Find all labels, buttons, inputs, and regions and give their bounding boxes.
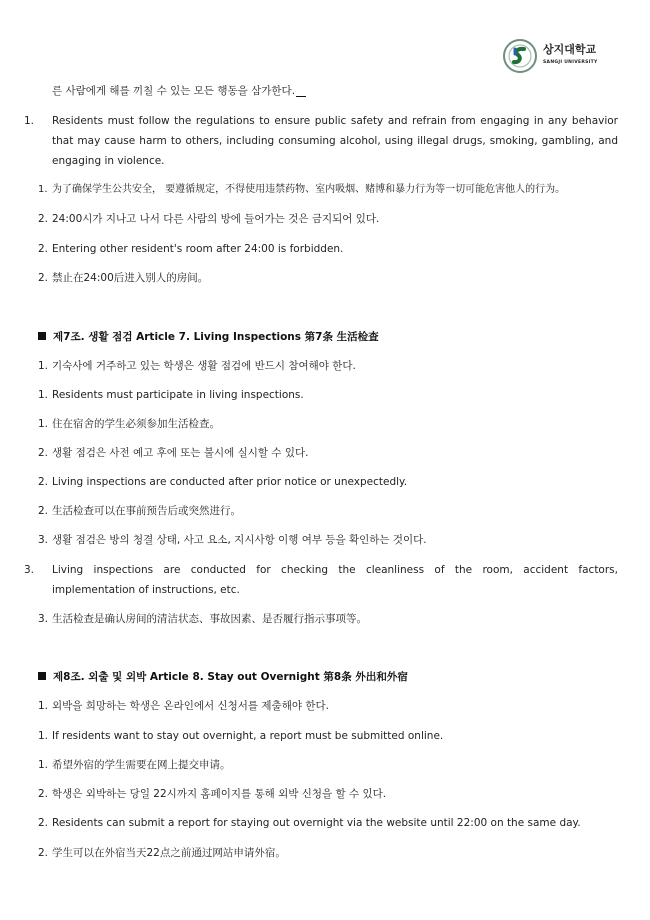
list-item: 2. 禁止在24:00后进入别人的房间。 xyxy=(38,272,209,284)
list-item: 1. 기숙사에 거주하고 있는 학생은 생활 점검에 반드시 참여해야 한다. xyxy=(38,360,356,372)
square-bullet-icon xyxy=(38,332,46,340)
university-seal-icon xyxy=(503,39,537,73)
list-item: 2. 学生可以在外宿当天22点之前通过网站申请外宿。 xyxy=(38,847,286,859)
list-item: 1. Residents must participate in living inspections. xyxy=(38,389,304,401)
list-item: 2. 24:00시가 지나고 나서 다른 사람의 방에 들어가는 것은 금지되어 있다. xyxy=(38,213,380,225)
list-item: 2. Entering other resident's room after 24:00 is forbidden. xyxy=(38,243,344,255)
square-bullet-icon xyxy=(38,672,46,680)
article-8-heading: 제8조. 외출 및 외박 Article 8. Stay out Overnight 第8条 外出和外宿 xyxy=(38,667,408,687)
list-item: 1. If residents want to stay out overnight, a report must be submitted online. xyxy=(38,730,444,742)
text-cursor-mark xyxy=(296,96,306,97)
list-item: 2. Residents can submit a report for staying out overnight via the website until 22:00 on the same day. xyxy=(38,817,581,829)
list-item: 3. 생활 점검은 방의 청결 상태, 사고 요소, 지시사항 이행 여부 등을 확인하는 것이다. xyxy=(38,534,427,546)
list-item: 3. Living inspections are conducted for checking the cleanliness of the room, accident factors, implementation of instructions, etc. xyxy=(24,564,618,596)
article-7-heading: 제7조. 생활 점검 Article 7. Living Inspections 第7条 生活检查 xyxy=(38,327,379,347)
list-item: 1. Residents must follow the regulations to ensure public safety and refrain from engaging in any behavior that may cause harm to others, including consuming alcohol, using illegal drugs, smoking, gambling, and engaging in violence. xyxy=(24,115,618,167)
list-item: 2. 생활 점검은 사전 예고 후에 또는 불시에 실시할 수 있다. xyxy=(38,447,309,459)
list-item: 2. Living inspections are conducted after prior notice or unexpectedly. xyxy=(38,476,408,488)
university-subtitle: SANGJI UNIVERSITY xyxy=(543,60,598,65)
list-item: 1. 希望外宿的学生需要在网上提交申请。 xyxy=(38,759,231,771)
university-logo xyxy=(503,39,613,75)
list-item: 3. 生活检查是确认房间的清洁状态、事故因素、是否履行指示事项等。 xyxy=(38,613,367,625)
university-name: 상지대학교 xyxy=(543,43,597,56)
list-item: 2. 학생은 외박하는 당일 22시까지 홈페이지를 통해 외박 신청을 할 수 있다. xyxy=(38,788,387,800)
list-item: 1. 为了确保学生公共安全， 要遵循规定，不得使用违禁药物、室内吸烟、赌博和暴力行为等一切可能危害他人的行为。 xyxy=(38,184,566,195)
continuation-text: 른 사람에게 해를 끼칠 수 있는 모든 행동을 삼가한다. xyxy=(52,81,632,101)
list-item: 1. 외박을 희망하는 학생은 온라인에서 신청서를 제출해야 한다. xyxy=(38,700,329,712)
list-item: 1. 住在宿舍的学生必须参加生活检查。 xyxy=(38,418,220,430)
list-item: 2. 生活检查可以在事前预告后或突然进行。 xyxy=(38,505,241,517)
